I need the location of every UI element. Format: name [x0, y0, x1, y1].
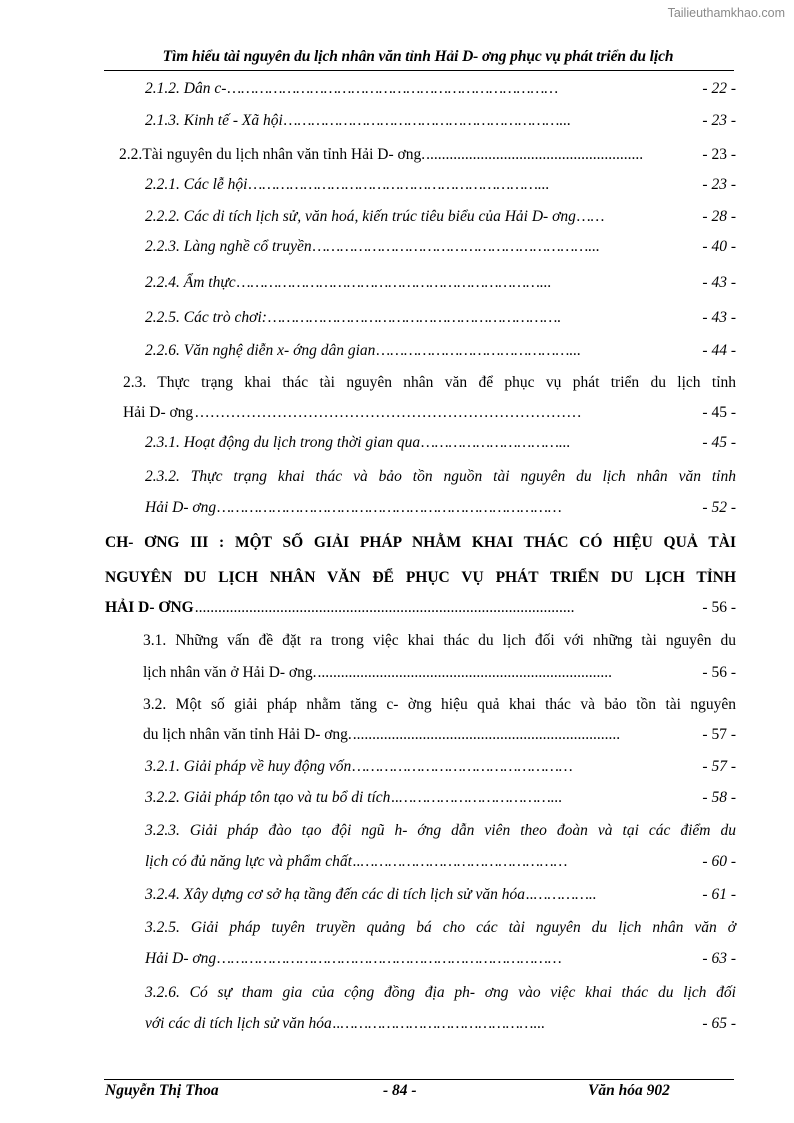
toc-entry: 2.2.4. Ẩm thực …………………………………………………………... - 43 -: [145, 274, 736, 291]
toc-entry: 3.2.5. Giải pháp tuyên truyền quảng bá cho các tài nguyên du lịch nhân văn ở: [145, 919, 736, 936]
footer-class: Văn hóa 902: [588, 1082, 670, 1099]
toc-entry: 3.2.6. Có sự tham gia của cộng đồng địa ph- ơng vào việc khai thác du lịch đối: [145, 984, 736, 1001]
watermark: Tailieuthamkhao.com: [667, 6, 785, 20]
chapter-heading: NGUYÊN DU LỊCH NHÂN VĂN ĐỂ PHỤC VỤ PHÁT TRIỂN DU LỊCH TỈNH: [105, 569, 736, 586]
toc-entry: du lịch nhân văn tỉnh Hải D- ơng. ..................................................................... - 57 -: [143, 726, 736, 743]
toc-entry: với các di tích lịch sử văn hóa ..……………………………………... - 65 -: [145, 1015, 736, 1032]
toc-entry: lịch có đủ năng lực và phẩm chất ..……………………………………… - 60 -: [145, 853, 736, 870]
toc-entry: 2.2.1. Các lễ hội ………………………………………………………... - 23 -: [145, 176, 736, 193]
toc-entry: 3.2.1. Giải pháp về huy động vốn ………………………………………… - 57 -: [145, 758, 736, 775]
toc-entry: Hải D- ơng ………………………………………………………………… - 52 -: [145, 499, 736, 516]
header-divider: [104, 70, 734, 71]
toc-entry: 3.2. Một số giải pháp nhằm tăng c- ờng hiệu quả khai thác và bảo tồn tài nguyên: [143, 696, 736, 713]
toc-entry: Hải D- ơng ………………………………………………………………… - 63 -: [145, 950, 736, 967]
toc-entry: 2.2.Tài nguyên du lịch nhân văn tỉnh Hải D- ơng. ........................................................ - 23 -: [119, 146, 736, 163]
toc-entry: 3.2.4. Xây dựng cơ sở hạ tầng đến các di tích lịch sử văn hóa ..………….. - 61 -: [145, 886, 736, 903]
toc-entry: HẢI D- ƠNG .................................................................................................. - 56 -: [105, 599, 736, 616]
toc-entry: 3.2.3. Giải pháp đào tạo đội ngũ h- ớng dẫn viên theo đoàn và tại các điểm du: [145, 822, 736, 839]
toc-entry: 2.2.5. Các trò chơi: ………………………………………………………. - 43 -: [145, 309, 736, 326]
footer-author: Nguyễn Thị Thoa: [105, 1082, 219, 1099]
toc-entry: 2.2.2. Các di tích lịch sử, văn hoá, kiến trúc tiêu biểu của Hải D- ơng …… - 28 -: [145, 208, 736, 225]
toc-entry: 2.1.2. Dân c- ……………………………………………………………… - 22 -: [145, 80, 736, 97]
toc-entry: 3.1. Những vấn đề đặt ra trong việc khai thác du lịch đối với những tài nguyên du: [143, 632, 736, 649]
toc-entry: 3.2.2. Giải pháp tôn tạo và tu bổ di tích ..……………………………... - 58 -: [145, 789, 736, 806]
toc-entry: lịch nhân văn ở Hải D- ơng. ............................................................................ - 56 -: [143, 664, 736, 681]
toc-entry: 2.3. Thực trạng khai thác tài nguyên nhân văn để phục vụ phát triển du lịch tỉnh: [123, 374, 736, 391]
toc-entry: 2.3.1. Hoạt động du lịch trong thời gian qua …………………………... - 45 -: [145, 434, 736, 451]
toc-entry: 2.2.6. Văn nghệ diễn x- ớng dân gian ……………………………………... - 44 -: [145, 342, 736, 359]
chapter-heading: CH- ƠNG III : MỘT SỐ GIẢI PHÁP NHẰM KHAI THÁC CÓ HIỆU QUẢ TÀI: [105, 534, 736, 551]
toc-entry: 2.2.3. Làng nghề cổ truyền ……………………………………………………... - 40 -: [145, 238, 736, 255]
toc-entry: 2.3.2. Thực trạng khai thác và bảo tồn nguồn tài nguyên du lịch nhân văn tỉnh: [145, 468, 736, 485]
footer-page-number: - 84 -: [383, 1082, 417, 1099]
running-header: Tìm hiểu tài nguyên du lịch nhân văn tỉnh Hải D- ơng phục vụ phát triển du lịch: [162, 48, 674, 65]
toc-entry: 2.1.3. Kinh tế - Xã hội ……………………………………………………... - 23 -: [145, 112, 736, 129]
toc-entry: Hải D- ơng ………………………………………………………………… - 45 -: [123, 404, 736, 421]
footer-divider: [104, 1079, 734, 1080]
